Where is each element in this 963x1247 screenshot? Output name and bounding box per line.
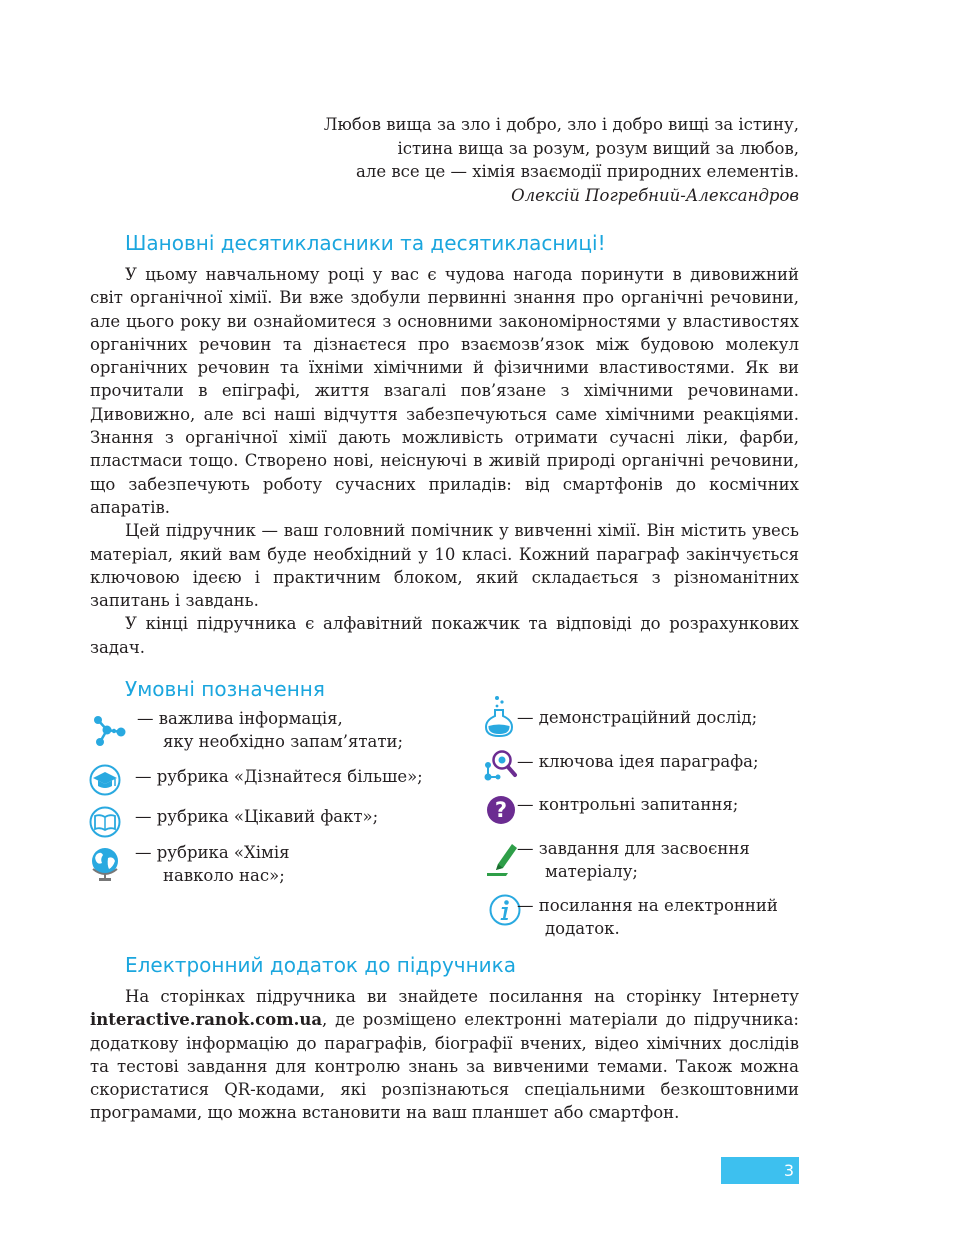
legend-label: — рубрика «Дізнайтеся більше»;: [135, 767, 423, 786]
greeting-body: [90, 263, 799, 659]
legend-label: — ключова ідея параграфа;: [517, 752, 759, 771]
electronic-text-after: , де розміщено електронні матеріали до підручника: додаткову інформацію до параграфів, біографії вчених, відео хімічних дослідів та тестові завдання для контролю знань за вивченими темами. Також можна скористатися QR-кодами, які розпізнаються спеціальними безкоштовними програмами, що можна встановити на ваш планшет або смартфон.: [90, 1010, 799, 1123]
legend-label: яку необхідно запам’ятати;: [163, 732, 404, 751]
graduation-cap-icon: [89, 764, 121, 796]
epigraph: [199, 113, 799, 207]
electronic-text-before: На сторінках підручника ви знайдете посилання на сторінку Інтернету: [125, 987, 799, 1006]
globe-icon: [89, 845, 123, 883]
epigraph-line: істина вища за розум, розум вищий за любов,: [397, 138, 799, 158]
legend-label: — демонстраційний дослід;: [517, 708, 758, 727]
epigraph-author: Олексій Погребний-Александров: [511, 185, 799, 205]
legend-label: навколо нас»;: [163, 866, 285, 885]
paragraph: У кінці підручника є алфавітний покажчик та відповіді до розрахункових задач.: [90, 614, 799, 657]
legend-label: — рубрика «Хімія: [135, 843, 290, 862]
legend-title: Умовні позначення: [125, 677, 325, 701]
legend-label: — завдання для засвоєння: [517, 839, 750, 858]
epigraph-line: Любов вища за зло і добро, зло і добро вищі за істину,: [323, 115, 799, 134]
page-number: 3: [721, 1157, 799, 1184]
book-icon: [89, 806, 121, 838]
website-link[interactable]: interactive.ranok.com.ua: [90, 1010, 323, 1030]
key-idea-icon: [482, 747, 520, 783]
greeting-title: Шановні десятикласники та десятикласниці!: [125, 231, 606, 255]
legend-label: — посилання на електронний: [517, 896, 778, 915]
molecule-icon: [90, 714, 128, 748]
flask-icon: [483, 694, 515, 738]
paragraph: У цьому навчальному році у вас є чудова нагода поринути в дивовижний світ органічної хімії. Ви вже здобули первинні знання про органічні речовини, але цього року ви ознайомитеся з основними закономірностями у властивостях органічних речовин та дізнаєтеся про взаємозв’язок між будовою молекул органічних речовин та їхніми хімічними й фізичними властивостями. Як ви прочитали в епіграфі, життя взагалі пов’язане з хімічними речовинами. Дивовижно, але всі наші відчуття забезпечуються саме хімічними реакціями. Знання з органічної хімії дають можливість отримати сучасні ліки, фарби, пластмаси тощо. Створено нові, неіснуючі в живій природі органічні речовини, що забезпечують роботу сучасних приладів: від смартфонів до космічних апаратів.: [90, 265, 799, 517]
paragraph: [90, 985, 799, 1125]
legend-label: матеріалу;: [545, 862, 638, 881]
legend-label: — важлива інформація,: [137, 709, 343, 728]
electronic-title: Електронний додаток до підручника: [125, 953, 517, 977]
svg-text:?: ?: [494, 798, 508, 822]
legend-label: — контрольні запитання;: [517, 795, 739, 814]
pencil-icon: [484, 840, 520, 878]
legend-label: додаток.: [545, 919, 620, 938]
epigraph-line: але все це — хімія взаємодії природних елементів.: [356, 162, 799, 181]
paragraph: Цей підручник — ваш головний помічник у вивченні хімії. Він містить увесь матеріал, який вам буде необхідний у 10 класі. Кожний параграф закінчується ключовою ідеєю і практичним блоком, який складається з різноманітних запитань і завдань.: [90, 521, 799, 611]
legend-label: — рубрика «Цікавий факт»;: [135, 807, 379, 826]
electronic-body: [90, 985, 799, 1125]
question-icon: [486, 795, 516, 825]
